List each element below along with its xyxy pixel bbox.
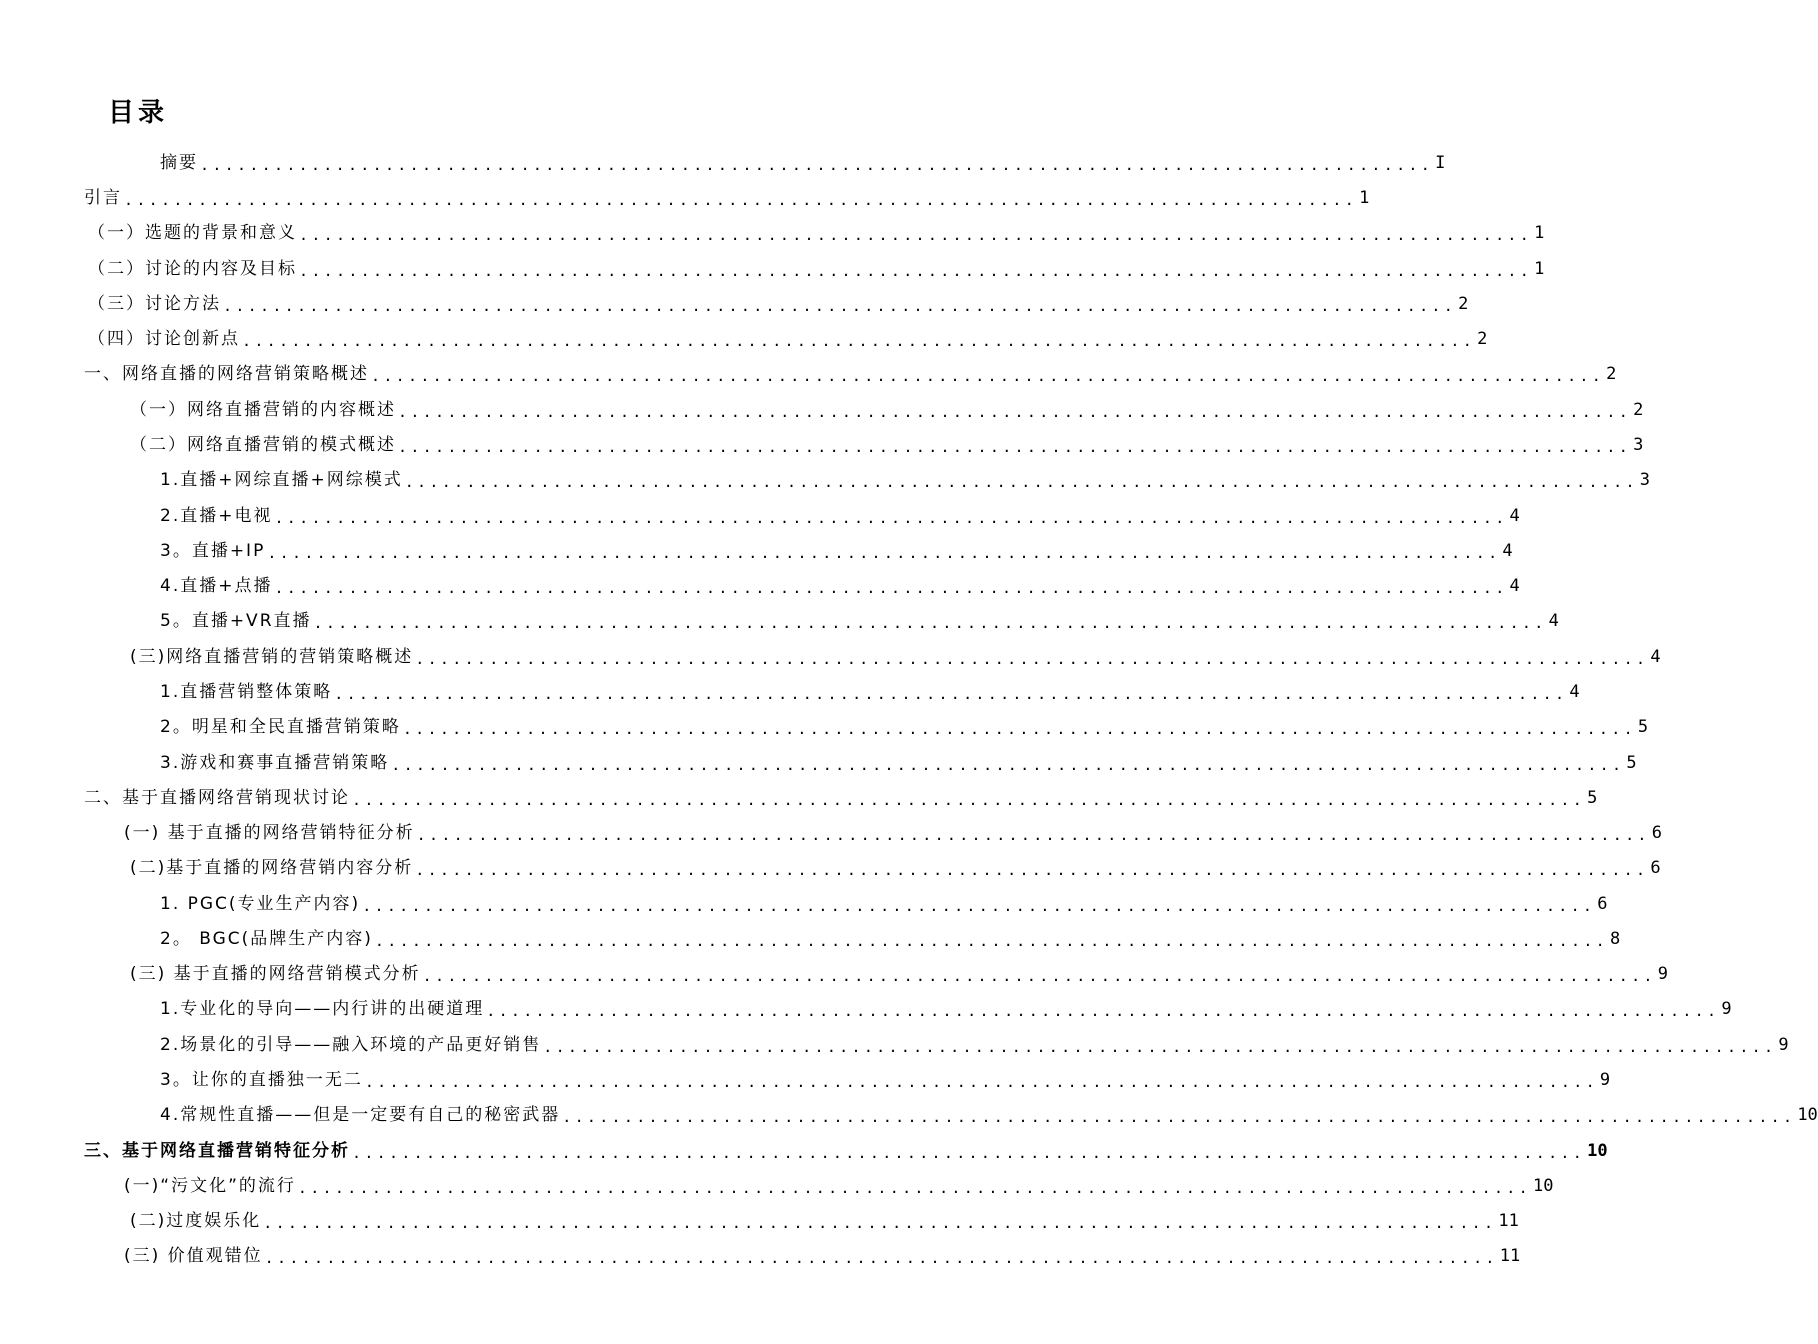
- toc-leader-dots: ....................................................................................................: [313, 614, 1547, 632]
- toc-leader-dots: ....................................................................................................: [297, 1179, 1531, 1197]
- toc-entry-section-3[interactable]: [84, 1138, 1608, 1162]
- toc-entry-label: （三）讨论方法: [88, 294, 221, 314]
- toc-leader-dots: ....................................................................................................: [402, 720, 1636, 738]
- toc-entry[interactable]: [88, 291, 1469, 315]
- toc-entry[interactable]: [160, 1032, 1789, 1056]
- toc-entry[interactable]: [160, 891, 1608, 915]
- toc-entry[interactable]: [160, 750, 1637, 774]
- toc-entry-page: 10: [1532, 1176, 1554, 1196]
- toc-leader-dots: ....................................................................................................: [267, 544, 1501, 562]
- toc-entry-page: 9: [1721, 999, 1732, 1019]
- toc-entry[interactable]: [130, 961, 1668, 985]
- toc-entry-page: 2: [1606, 364, 1617, 384]
- toc-entry-page: 5: [1587, 788, 1598, 808]
- toc-entry-page: 2: [1633, 400, 1644, 420]
- toc-entry[interactable]: [88, 326, 1488, 350]
- toc-entry[interactable]: [130, 397, 1644, 421]
- toc-leader-dots: ....................................................................................................: [362, 897, 1596, 915]
- toc-entry-page: 9: [1778, 1035, 1789, 1055]
- toc-leader-dots: ....................................................................................................: [223, 297, 1457, 315]
- toc-entry[interactable]: [160, 714, 1649, 738]
- toc-leader-dots: ....................................................................................................: [404, 473, 1638, 491]
- toc-entry[interactable]: [124, 1173, 1554, 1197]
- toc-entry-label: 2。 BGC(品牌生产内容): [160, 929, 373, 949]
- toc-leader-dots: ....................................................................................................: [334, 685, 1568, 703]
- toc-entry[interactable]: [160, 573, 1520, 597]
- toc-entry-label: (三) 基于直播的网络营销模式分析: [130, 964, 421, 984]
- toc-entry-page: 3: [1639, 470, 1651, 490]
- toc-leader-dots: ....................................................................................................: [422, 967, 1656, 985]
- toc-entry-label: 4.直播+点播: [160, 576, 273, 596]
- toc-entry-page: 10: [1797, 1105, 1818, 1125]
- toc-leader-dots: ....................................................................................................: [398, 438, 1632, 456]
- toc-entry-label: （一）选题的背景和意义: [88, 223, 297, 243]
- toc-entry-label: 1.直播营销整体策略: [160, 682, 333, 702]
- toc-entry-page: 4: [1650, 647, 1661, 667]
- toc-entry-label: (二)基于直播的网络营销内容分析: [130, 858, 414, 878]
- toc-entry[interactable]: [84, 785, 1598, 809]
- toc-leader-dots: ....................................................................................................: [398, 403, 1632, 421]
- toc-leader-dots: ....................................................................................................: [299, 226, 1533, 244]
- toc-leader-dots: ....................................................................................................: [274, 509, 1508, 527]
- toc-entry-page: 5: [1626, 753, 1637, 773]
- toc-entry-label: (一) 基于直播的网络营销特征分析: [124, 823, 415, 843]
- toc-entry-label: 3。让你的直播独一无二: [160, 1070, 363, 1090]
- toc-entry-page: 6: [1651, 823, 1662, 843]
- toc-entry-label: （二）网络直播营销的模式概述: [130, 435, 396, 455]
- toc-leader-dots: ....................................................................................................: [274, 579, 1508, 597]
- toc-entry-page: 4: [1509, 506, 1520, 526]
- toc-entry[interactable]: [160, 538, 1513, 562]
- toc-entry-page: 4: [1548, 611, 1559, 631]
- toc-entry-label: （一）网络直播营销的内容概述: [130, 400, 396, 420]
- toc-entry[interactable]: [88, 256, 1545, 280]
- toc-leader-dots: ....................................................................................................: [543, 1038, 1777, 1056]
- toc-leader-dots: ....................................................................................................: [200, 156, 1434, 174]
- toc-entry-page: 4: [1509, 576, 1520, 596]
- toc-entry[interactable]: [160, 150, 1446, 174]
- toc-entry-page: 2: [1458, 294, 1469, 314]
- toc-entry-page: 3: [1633, 435, 1644, 455]
- toc-leader-dots: ....................................................................................................: [299, 262, 1533, 280]
- toc-entry-label: (二)过度娱乐化: [130, 1211, 262, 1231]
- toc-entry-label: 摘要: [160, 153, 198, 173]
- toc-entry[interactable]: [160, 608, 1559, 632]
- toc-leader-dots: ....................................................................................................: [242, 332, 1476, 350]
- toc-leader-dots: ....................................................................................................: [391, 756, 1625, 774]
- toc-entry-label: 3。直播+IP: [160, 541, 266, 561]
- toc-entry-label: 一、网络直播的网络营销策略概述: [84, 364, 369, 384]
- toc-entry-label: 3.游戏和赛事直播营销策略: [160, 753, 390, 773]
- toc-entry[interactable]: [130, 644, 1661, 668]
- toc-entry[interactable]: [160, 996, 1732, 1020]
- toc-entry-page: 1: [1534, 259, 1545, 279]
- toc-entry-label: 4.常规性直播——但是一定要有自己的秘密武器: [160, 1105, 561, 1125]
- toc-entry-page: 1: [1534, 223, 1545, 243]
- toc-entry-label: (三) 价值观错位: [124, 1246, 263, 1266]
- toc-leader-dots: ....................................................................................................: [352, 791, 1586, 809]
- toc-leader-dots: ....................................................................................................: [415, 650, 1649, 668]
- toc-entry-label: 1. PGC(专业生产内容): [160, 894, 361, 914]
- toc-leader-dots: ....................................................................................................: [416, 826, 1650, 844]
- toc-entry-page: 1: [1359, 188, 1370, 208]
- toc-entry-label: (一)“污文化”的流行: [124, 1176, 296, 1196]
- toc-entry[interactable]: [160, 467, 1651, 491]
- toc-entry-label: 三、基于网络直播营销特征分析: [84, 1141, 350, 1161]
- toc-entry-page: 2: [1477, 329, 1488, 349]
- toc-leader-dots: ....................................................................................................: [371, 367, 1605, 385]
- toc-entry-page: 6: [1650, 858, 1661, 878]
- toc-entry-page: 5: [1637, 717, 1649, 737]
- toc-leader-dots: ....................................................................................................: [124, 191, 1358, 209]
- toc-entry[interactable]: [88, 220, 1545, 244]
- toc-entry-page: 9: [1657, 964, 1668, 984]
- toc-entry[interactable]: [160, 1102, 1818, 1126]
- toc-entry-label: (三)网络直播营销的营销策略概述: [130, 647, 414, 667]
- toc-leader-dots: ....................................................................................................: [486, 1002, 1720, 1020]
- toc-entry-page: 10: [1587, 1141, 1608, 1161]
- toc-entry-label: 2.场景化的引导——融入环境的产品更好销售: [160, 1035, 542, 1055]
- toc-entry[interactable]: [160, 679, 1580, 703]
- toc-entry-label: 5。直播+VR直播: [160, 611, 312, 631]
- toc-entry[interactable]: [84, 185, 1370, 209]
- toc-leader-dots: ....................................................................................................: [364, 1073, 1598, 1091]
- toc-entry-page: I: [1435, 153, 1446, 173]
- toc-entry-label: （二）讨论的内容及目标: [88, 259, 297, 279]
- toc-entry-label: （四）讨论创新点: [88, 329, 240, 349]
- toc-leader-dots: ....................................................................................................: [263, 1214, 1497, 1232]
- toc-entry-page: 4: [1569, 682, 1580, 702]
- toc-entry[interactable]: [160, 503, 1520, 527]
- toc-entry[interactable]: [130, 432, 1644, 456]
- toc-entry-page: 11: [1498, 1211, 1519, 1231]
- toc-entry[interactable]: [160, 926, 1621, 950]
- toc-entry-label: 引言: [84, 188, 122, 208]
- toc-entry-label: 二、基于直播网络营销现状讨论: [84, 788, 350, 808]
- toc-entry[interactable]: [124, 820, 1662, 844]
- toc-entry-label: 2。明星和全民直播营销策略: [160, 717, 401, 737]
- toc-entry[interactable]: [160, 1067, 1611, 1091]
- toc-entry-label: 1.专业化的导向——内行讲的出硬道理: [160, 999, 485, 1019]
- toc-entry-page: 9: [1599, 1070, 1611, 1090]
- toc-leader-dots: ....................................................................................................: [374, 932, 1608, 950]
- toc-entry-label: 2.直播+电视: [160, 506, 273, 526]
- toc-entry[interactable]: [130, 1208, 1519, 1232]
- toc-entry-label: 1.直播+网综直播+网综模式: [160, 470, 403, 490]
- toc-entry-page: 8: [1609, 929, 1621, 949]
- toc-entry-page: 6: [1597, 894, 1608, 914]
- toc-entry[interactable]: [84, 361, 1617, 385]
- toc-leader-dots: ....................................................................................................: [562, 1108, 1796, 1126]
- toc-leader-dots: ....................................................................................................: [415, 861, 1649, 879]
- toc-entry-page: 4: [1502, 541, 1513, 561]
- toc-leader-dots: ....................................................................................................: [264, 1249, 1498, 1267]
- toc-title: 目录: [108, 98, 169, 128]
- toc-entry-page: 11: [1499, 1246, 1521, 1266]
- toc-entry[interactable]: [130, 855, 1661, 879]
- toc-entry[interactable]: [124, 1243, 1521, 1267]
- toc-leader-dots: ....................................................................................................: [352, 1144, 1586, 1162]
